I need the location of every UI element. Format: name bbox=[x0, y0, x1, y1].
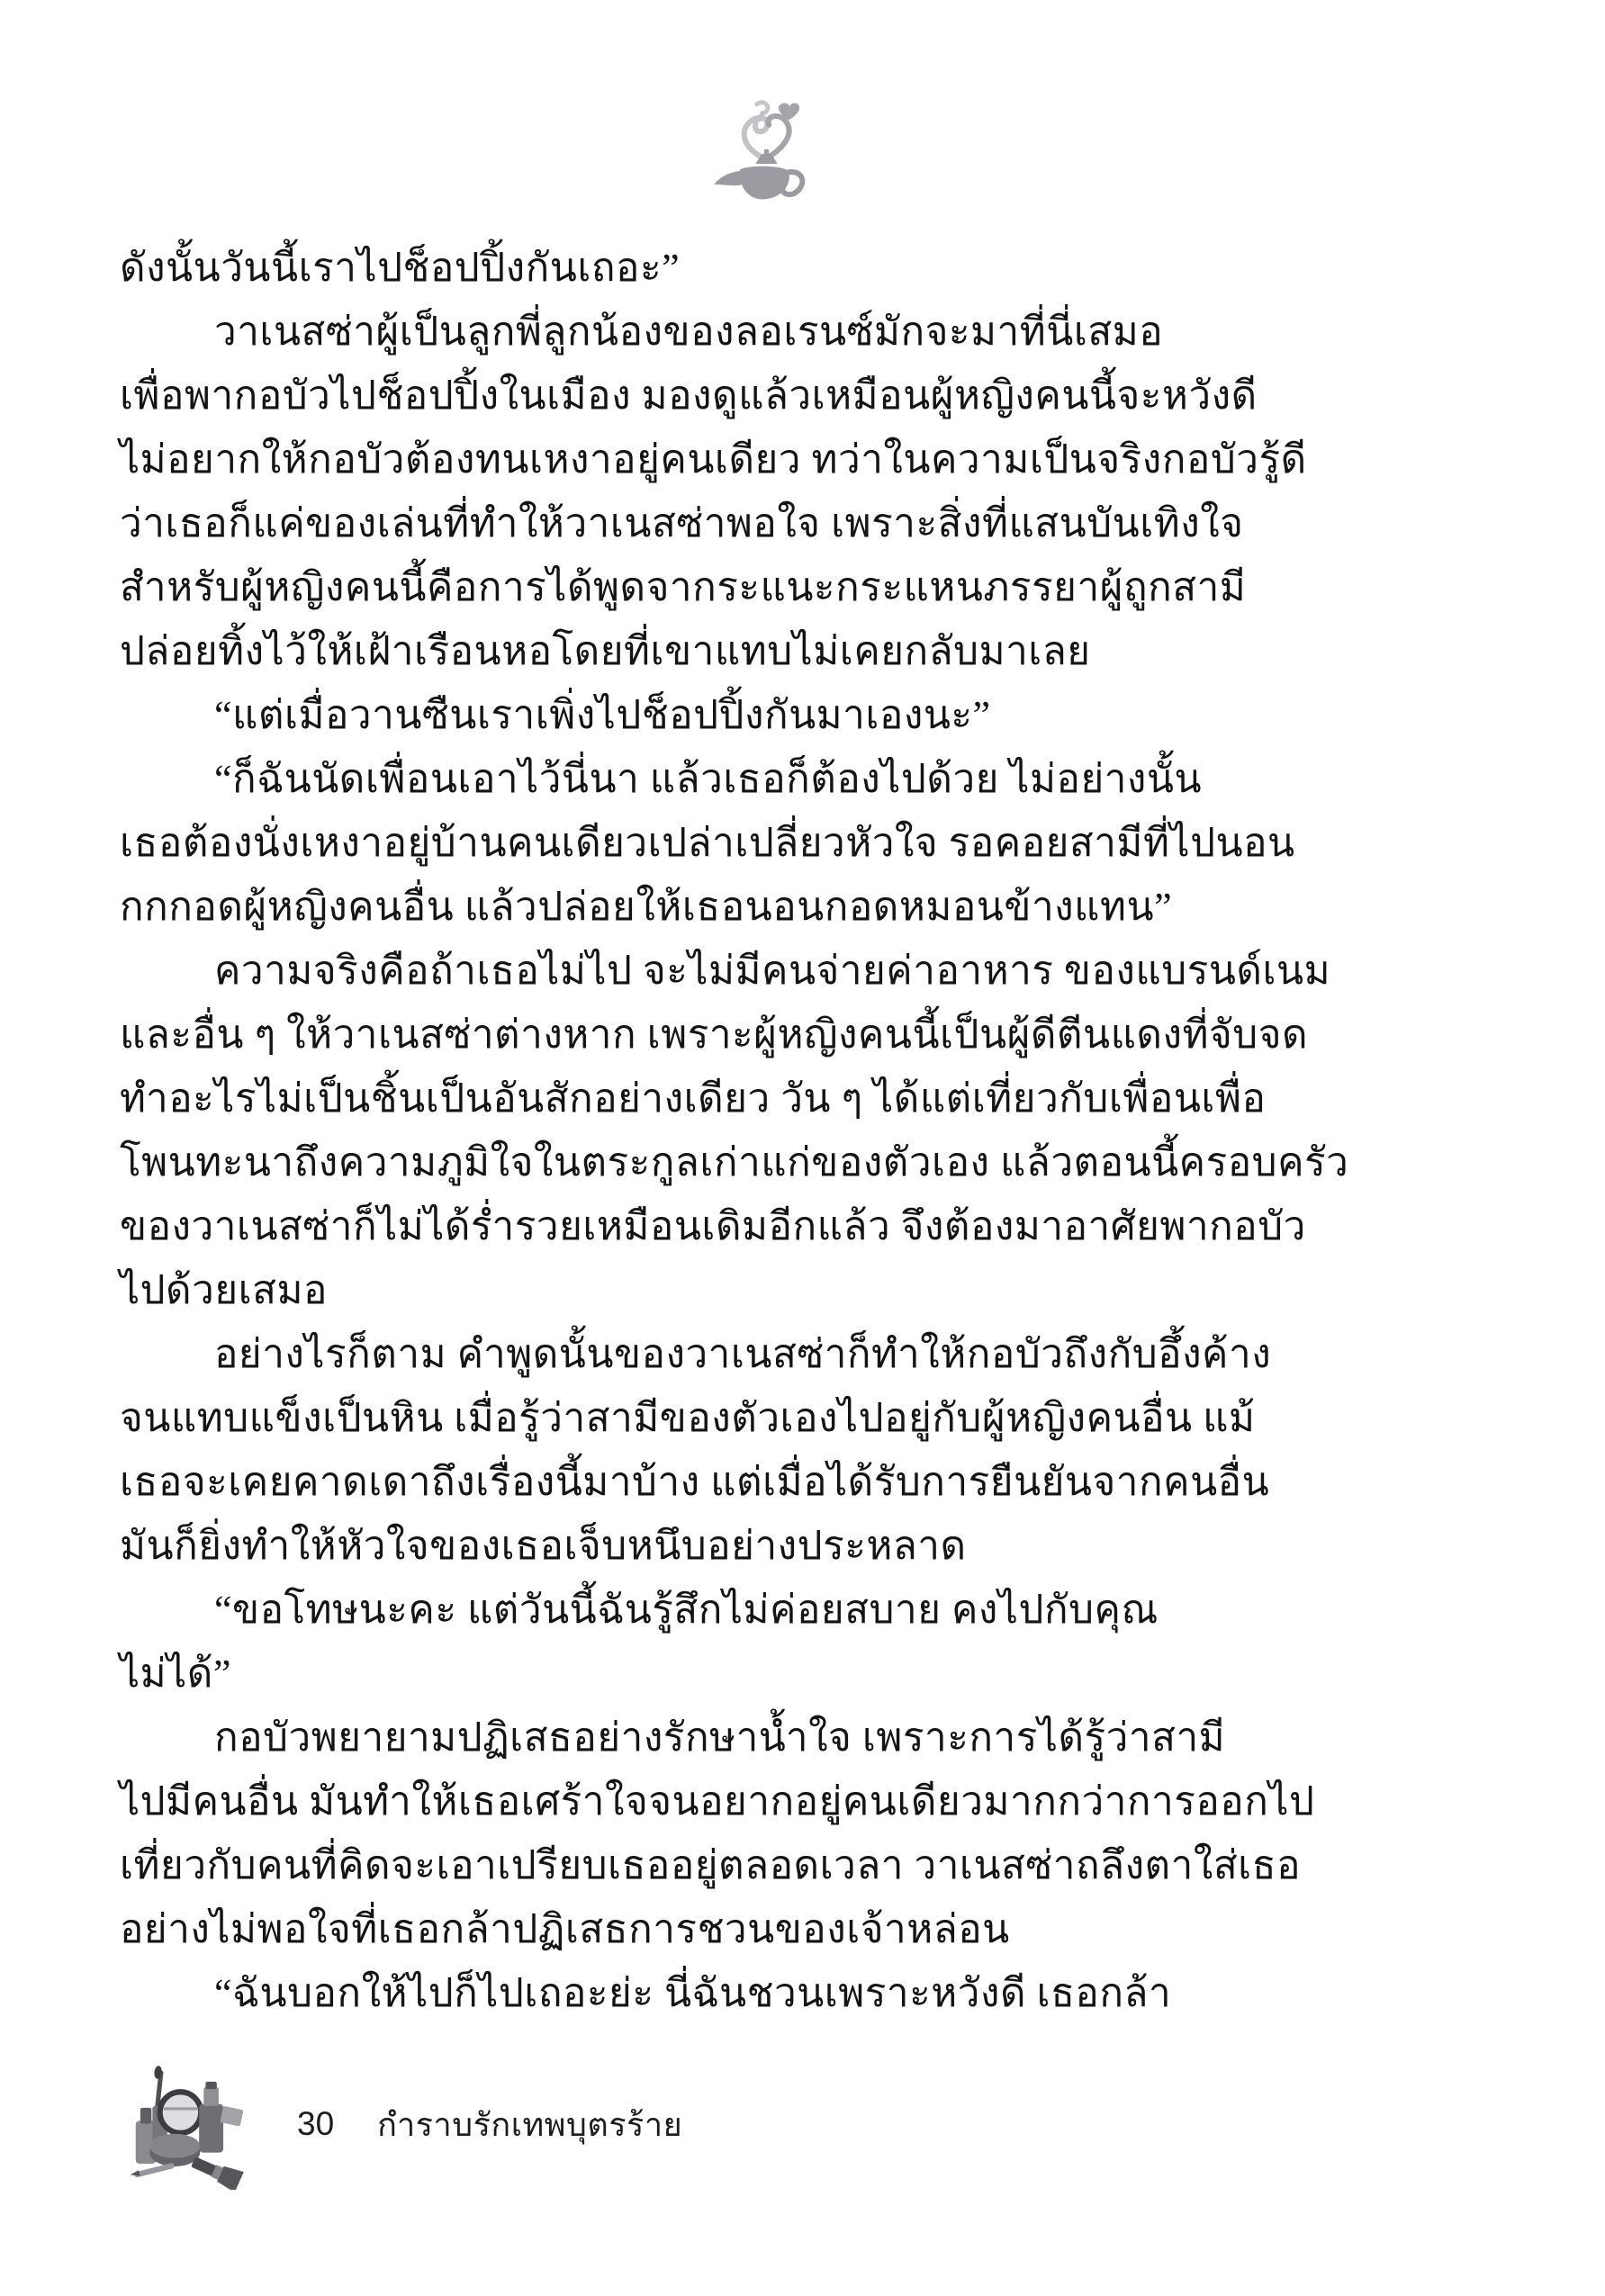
body-text-line: มันก็ยิ่งทำให้หัวใจของเธอเจ็บหนึบอย่างประหลาด bbox=[120, 1524, 967, 1568]
body-text-line: “ก็ฉันนัดเพื่อนเอาไว้นี่นา แล้วเธอก็ต้องไปด้วย ไม่อย่างนั้น bbox=[214, 757, 1203, 801]
body-text-line: อย่างไรก็ตาม คำพูดนั้นของวาเนสซ่าก็ทำให้กอบัวถึงกับอึ้งค้าง bbox=[214, 1332, 1272, 1376]
body-text-line: กกกอดผู้หญิงคนอื่น แล้วปล่อยให้เธอนอนกอดหมอนข้างแทน” bbox=[120, 885, 1173, 929]
body-text-line: ปล่อยทิ้งไว้ให้เฝ้าเรือนหอโดยที่เขาแทบไม่เคยกลับมาเลย bbox=[120, 629, 1091, 673]
body-text-line: ไม่ได้” bbox=[120, 1652, 231, 1696]
cosmetics-icon bbox=[117, 2059, 248, 2190]
body-text-line: อย่างไม่พอใจที่เธอกล้าปฏิเสธการชวนของเจ้าหล่อน bbox=[120, 1907, 1010, 1951]
body-text-line: “ขอโทษนะคะ แต่วันนี้ฉันรู้สึกไม่ค่อยสบาย คงไปกับคุณ bbox=[214, 1588, 1159, 1632]
body-text-line: เธอจะเคยคาดเดาถึงเรื่องนี้มาบ้าง แต่เมื่อได้รับการยืนยันจากคนอื่น bbox=[120, 1460, 1270, 1504]
body-text-line: ไปด้วยเสมอ bbox=[120, 1268, 328, 1312]
body-text-line: ดังนั้นวันนี้เราไปช็อปปิ้งกันเถอะ” bbox=[120, 246, 681, 290]
body-text-line: “ฉันบอกให้ไปก็ไปเถอะย่ะ นี่ฉันชวนเพราะหวังดี เธอกล้า bbox=[214, 1971, 1172, 2015]
body-text-line: จนแทบแข็งเป็นหิน เมื่อรู้ว่าสามีของตัวเองไปอยู่กับผู้หญิงคนอื่น แม้ bbox=[120, 1396, 1256, 1440]
body-text bbox=[120, 236, 1490, 2025]
body-text-line: ของวาเนสซ่าก็ไม่ได้ร่ำรวยเหมือนเดิมอีกแล้ว จึงต้องมาอาศัยพากอบัว bbox=[120, 1204, 1306, 1248]
body-text-line: เพื่อพากอบัวไปช็อปปิ้งในเมือง มองดูแล้วเหมือนผู้หญิงคนนี้จะหวังดี bbox=[120, 374, 1258, 418]
body-text-line: กอบัวพยายามปฏิเสธอย่างรักษาน้ำใจ เพราะการได้รู้ว่าสามี bbox=[214, 1715, 1226, 1760]
body-text-line: ไปมีคนอื่น มันทำให้เธอเศร้าใจจนอยากอยู่คนเดียวมากกว่าการออกไป bbox=[120, 1779, 1315, 1823]
body-text-line: และอื่น ๆ ให้วาเนสซ่าต่างหาก เพราะผู้หญิงคนนี้เป็นผู้ดีตีนแดงที่จับจด bbox=[120, 1013, 1309, 1057]
body-text-line: ทำอะไรไม่เป็นชิ้นเป็นอันสักอย่างเดียว วัน ๆ ได้แต่เที่ยวกับเพื่อนเพื่อ bbox=[120, 1076, 1267, 1121]
body-text-line: วาเนสซ่าผู้เป็นลูกพี่ลูกน้องของลอเรนซ์มักจะมาที่นี่เสมอ bbox=[214, 310, 1164, 354]
body-text-line: “แต่เมื่อวานซืนเราเพิ่งไปช็อปปิ้งกันมาเองนะ” bbox=[214, 693, 991, 737]
body-text-line: เที่ยวกับคนที่คิดจะเอาเปรียบเธออยู่ตลอดเวลา วาเนสซ่าถลึงตาใส่เธอ bbox=[120, 1843, 1301, 1887]
body-text-line: เธอต้องนั่งเหงาอยู่บ้านคนเดียวเปล่าเปลี่ยวหัวใจ รอคอยสามีที่ไปนอน bbox=[120, 821, 1295, 865]
body-text-line: ว่าเธอก็แค่ของเล่นที่ทำให้วาเนสซ่าพอใจ เพราะสิ่งที่แสนบันเทิงใจ bbox=[120, 501, 1244, 545]
body-text-line: ไม่อยากให้กอบัวต้องทนเหงาอยู่คนเดียว ทว่าในความเป็นจริงกอบัวรู้ดี bbox=[120, 437, 1307, 482]
body-text-line: สำหรับผู้หญิงคนนี้คือการได้พูดจากระแนะกระแหนภรรยาผู้ถูกสามี bbox=[120, 565, 1247, 609]
running-title: กำราบรักเทพบุตรร้าย bbox=[377, 2105, 683, 2143]
body-text-line: ความจริงคือถ้าเธอไม่ไป จะไม่มีคนจ่ายค่าอาหาร ของแบรนด์เนม bbox=[214, 949, 1331, 993]
page-footer bbox=[117, 2057, 927, 2192]
page-number: 30 bbox=[297, 2105, 335, 2142]
body-text-line: โพนทะนาถึงความภูมิใจในตระกูลเก่าแก่ของตัวเอง แล้วตอนนี้ครอบครัว bbox=[120, 1140, 1349, 1184]
genie-lamp-icon bbox=[702, 95, 824, 216]
